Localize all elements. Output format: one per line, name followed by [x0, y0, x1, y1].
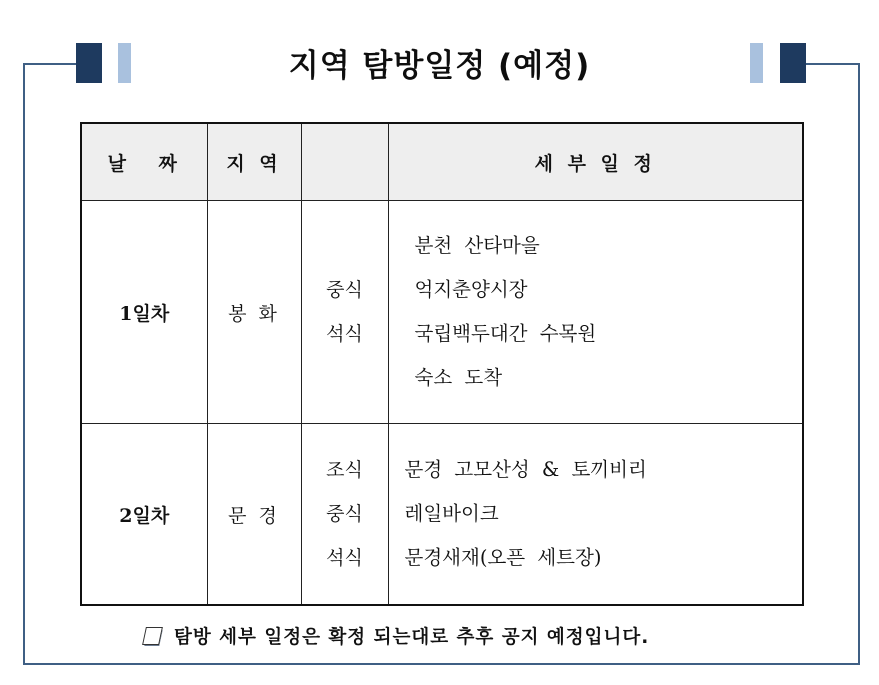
detail-item: 국립백두대간 수목원: [414, 322, 597, 345]
day-cell: 2일차: [81, 424, 207, 606]
header-region: 지 역: [207, 123, 301, 201]
meal-item: 중식: [326, 279, 363, 301]
details-cell: [388, 424, 803, 606]
detail-item: 문경새재(오픈 세트장): [404, 546, 602, 569]
schedule-table: [80, 122, 804, 606]
day-cell: 1일차: [81, 201, 207, 424]
detail-item: 문경 고모산성 & 토끼비리: [404, 458, 647, 481]
detail-item: 분천 산타마을: [414, 234, 540, 257]
details-cell: [388, 201, 803, 424]
meal-item: 중식: [326, 503, 363, 525]
detail-item: 숙소 도착: [414, 366, 503, 389]
header-details: 세 부 일 정: [388, 123, 803, 201]
detail-item: 레일바이크: [404, 502, 499, 525]
meal-item: 조식: [326, 459, 363, 481]
header-date: 날 짜: [81, 123, 207, 201]
meals-cell: [301, 201, 388, 424]
table-header-row: [81, 123, 803, 201]
meals-cell: [301, 424, 388, 606]
table-row: [81, 424, 803, 606]
region-cell: 문 경: [207, 424, 301, 606]
meal-item: 석식: [326, 323, 363, 345]
region-cell: 봉 화: [207, 201, 301, 424]
table-row: [81, 201, 803, 424]
detail-item: 억지춘양시장: [414, 278, 528, 301]
page-title: 지역 탐방일정 (예정): [288, 48, 591, 84]
meal-item: 석식: [326, 547, 363, 569]
footnote: [140, 621, 649, 651]
header-meals: [301, 123, 388, 201]
footnote-text: 탐방 세부 일정은 확정 되는대로 추후 공지 예정입니다.: [174, 627, 650, 648]
note-icon: [140, 626, 162, 646]
